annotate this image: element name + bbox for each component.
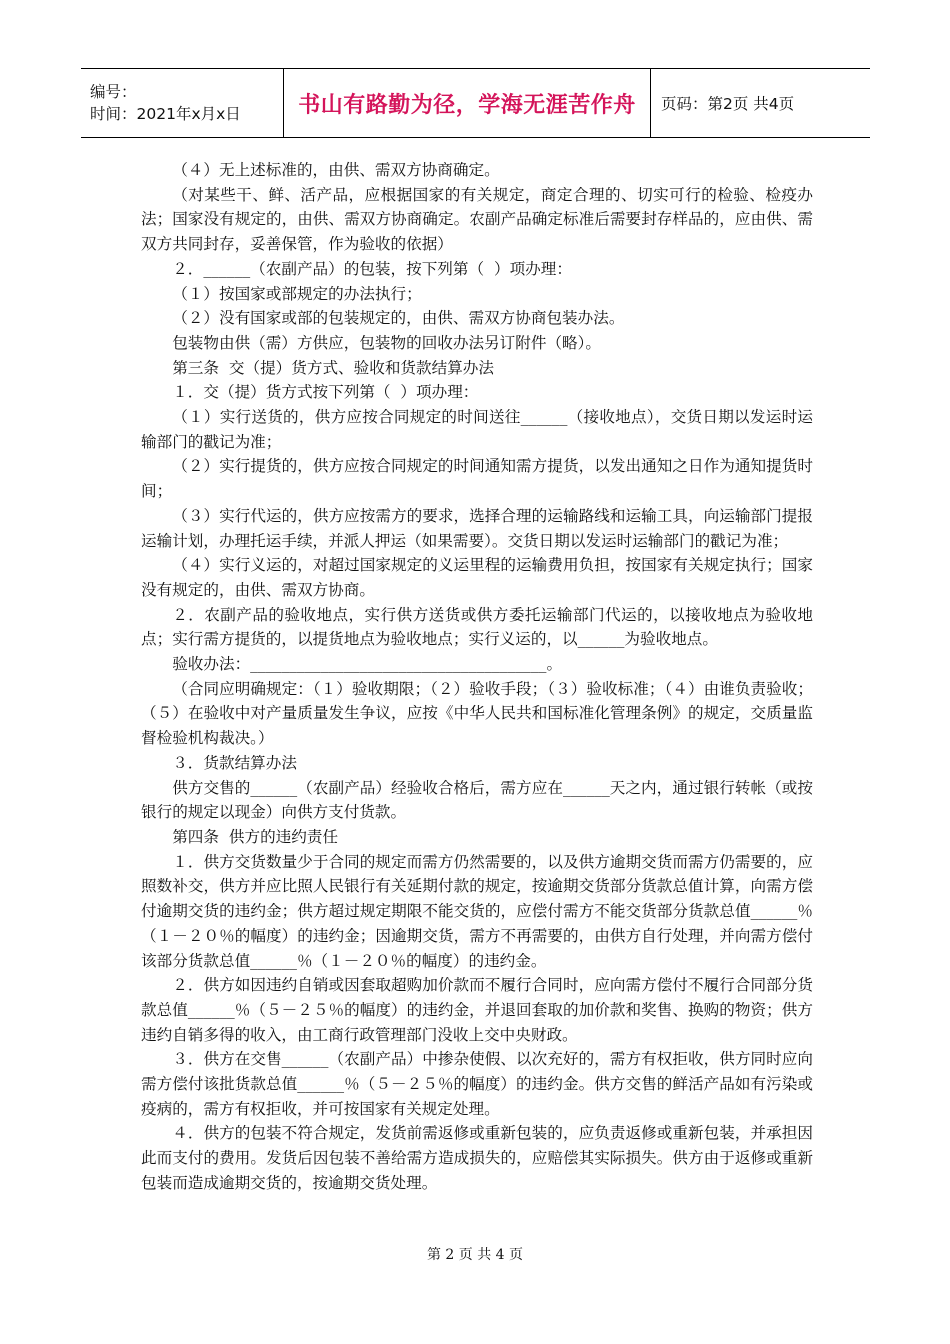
paragraph: （３）实行代运的，供方应按需方的要求，选择合理的运输路线和运输工具，向运输部门提报运输计划，办理托运手续，并派人押运（如果需要）。交货日期以发运时运输部门的戳记为准；	[141, 506, 813, 550]
paragraph: （１）实行送货的，供方应按合同规定的时间送往______（接收地点），交货日期以发运时运输部门的戳记为准；	[141, 408, 813, 451]
document-number-label: 编号：	[90, 83, 137, 101]
header-motto: 书山有路勤为径，学海无涯苦作舟	[298, 92, 636, 118]
paragraph: 供方交售的______（农副产品）经验收合格后，需方应在______天之内，通过银行转帐（或按银行的规定以现金）向供方支付货款。	[141, 778, 813, 822]
paragraph: （１）按国家或部规定的办法执行；	[172, 284, 422, 303]
paragraph: （２）没有国家或部的包装规定的，由供、需双方协商包装办法。	[172, 309, 625, 328]
document-body	[141, 158, 813, 1196]
paragraph: （２）实行提货的，供方应按合同规定的时间通知需方提货，以发出通知之日作为通知提货时间；	[141, 457, 813, 501]
page-info-text: 页码：第2页 共4页	[661, 95, 795, 113]
page-footer: 第 2 页 共 4 页	[426, 1247, 524, 1263]
page-header	[81, 68, 870, 138]
header-motto-cell	[284, 69, 651, 137]
paragraph: 验收办法：______________________________________。	[172, 655, 563, 674]
header-page-info	[651, 69, 870, 137]
paragraph: ２．______（农副产品）的包装，按下列第（ ）项办理：	[172, 259, 572, 278]
paragraph: ２．农副产品的验收地点，实行供方送货或供方委托运输部门代运的，以接收地点为验收地点；实行需方提货的，以提货地点为验收地点；实行义运的，以______为验收地点。	[141, 605, 813, 649]
paragraph: （４）实行义运的，对超过国家规定的义运里程的运输费用负担，按国家有关规定执行；国家没有规定的，由供、需双方协商。	[141, 556, 813, 599]
paragraph: ２．供方如因违约自销或因套取超购加价款而不履行合同时，应向需方偿付不履行合同部分货款总值______％（５－２５％的幅度）的违约金，并退回套取的加价款和奖售、换购的物资；供方违约自销多得的收入，由工商行政管理部门没收上交中央财政。	[141, 976, 813, 1044]
section-heading: 第四条 供方的违约责任	[172, 827, 339, 846]
paragraph: 包装物由供（需）方供应，包装物的回收办法另订附件（略）。	[172, 333, 602, 352]
paragraph: （４）无上述标准的，由供、需双方协商确定。	[172, 161, 500, 179]
paragraph: ３．货款结算办法	[172, 753, 297, 772]
header-meta	[81, 69, 284, 137]
section-heading: 第三条 交（提）货方式、验收和货款结算办法	[172, 358, 494, 377]
document-time-label: 时间：2021年x月x日	[90, 105, 241, 123]
paragraph: １．供方交货数量少于合同的规定而需方仍然需要的，以及供方逾期交货而需方仍需要的，应照数补交，供方并应比照人民银行有关延期付款的规定，按逾期交货部分货款总值计算，向需方偿付逾期交货的违约金；供方超过规定期限不能交货的，应偿付需方不能交货部分货款总值______％（１－２０％的幅度）的违约金；因逾期交货，需方不再需要的，由供方自行处理，并向需方偿付该部分货款总值______％（１－２０％的幅度）的违约金。	[141, 852, 813, 970]
paragraph: １．交（提）货方式按下列第（ ）项办理：	[172, 383, 479, 402]
paragraph: （合同应明确规定：（１）验收期限；（２）验收手段；（３）验收标准；（４）由谁负责验收；（５）在验收中对产量质量发生争议，应按《中华人民共和国标准化管理条例》的规定，交质量监督检验机构裁决。）	[141, 679, 813, 748]
paragraph: ３．供方在交售______（农副产品）中掺杂使假、以次充好的，需方有权拒收，供方同时应向需方偿付该批货款总值______％（５－２５％的幅度）的违约金。供方交售的鲜活产品如有污染或疫病的，需方有权拒收，并可按国家有关规定处理。	[141, 1050, 813, 1118]
paragraph: ４．供方的包装不符合规定，发货前需返修或重新包装的，应负责返修或重新包装，并承担因此而支付的费用。发货后因包装不善给需方造成损失的，应赔偿其实际损失。供方由于返修或重新包装而造成逾期交货的，按逾期交货处理。	[141, 1124, 813, 1192]
paragraph: （对某些干、鲜、活产品，应根据国家的有关规定，商定合理的、切实可行的检验、检疫办法；国家没有规定的，由供、需双方协商确定。农副产品确定标准后需要封存样品的，应由供、需双方共同封存，妥善保管，作为验收的依据）	[141, 185, 813, 254]
